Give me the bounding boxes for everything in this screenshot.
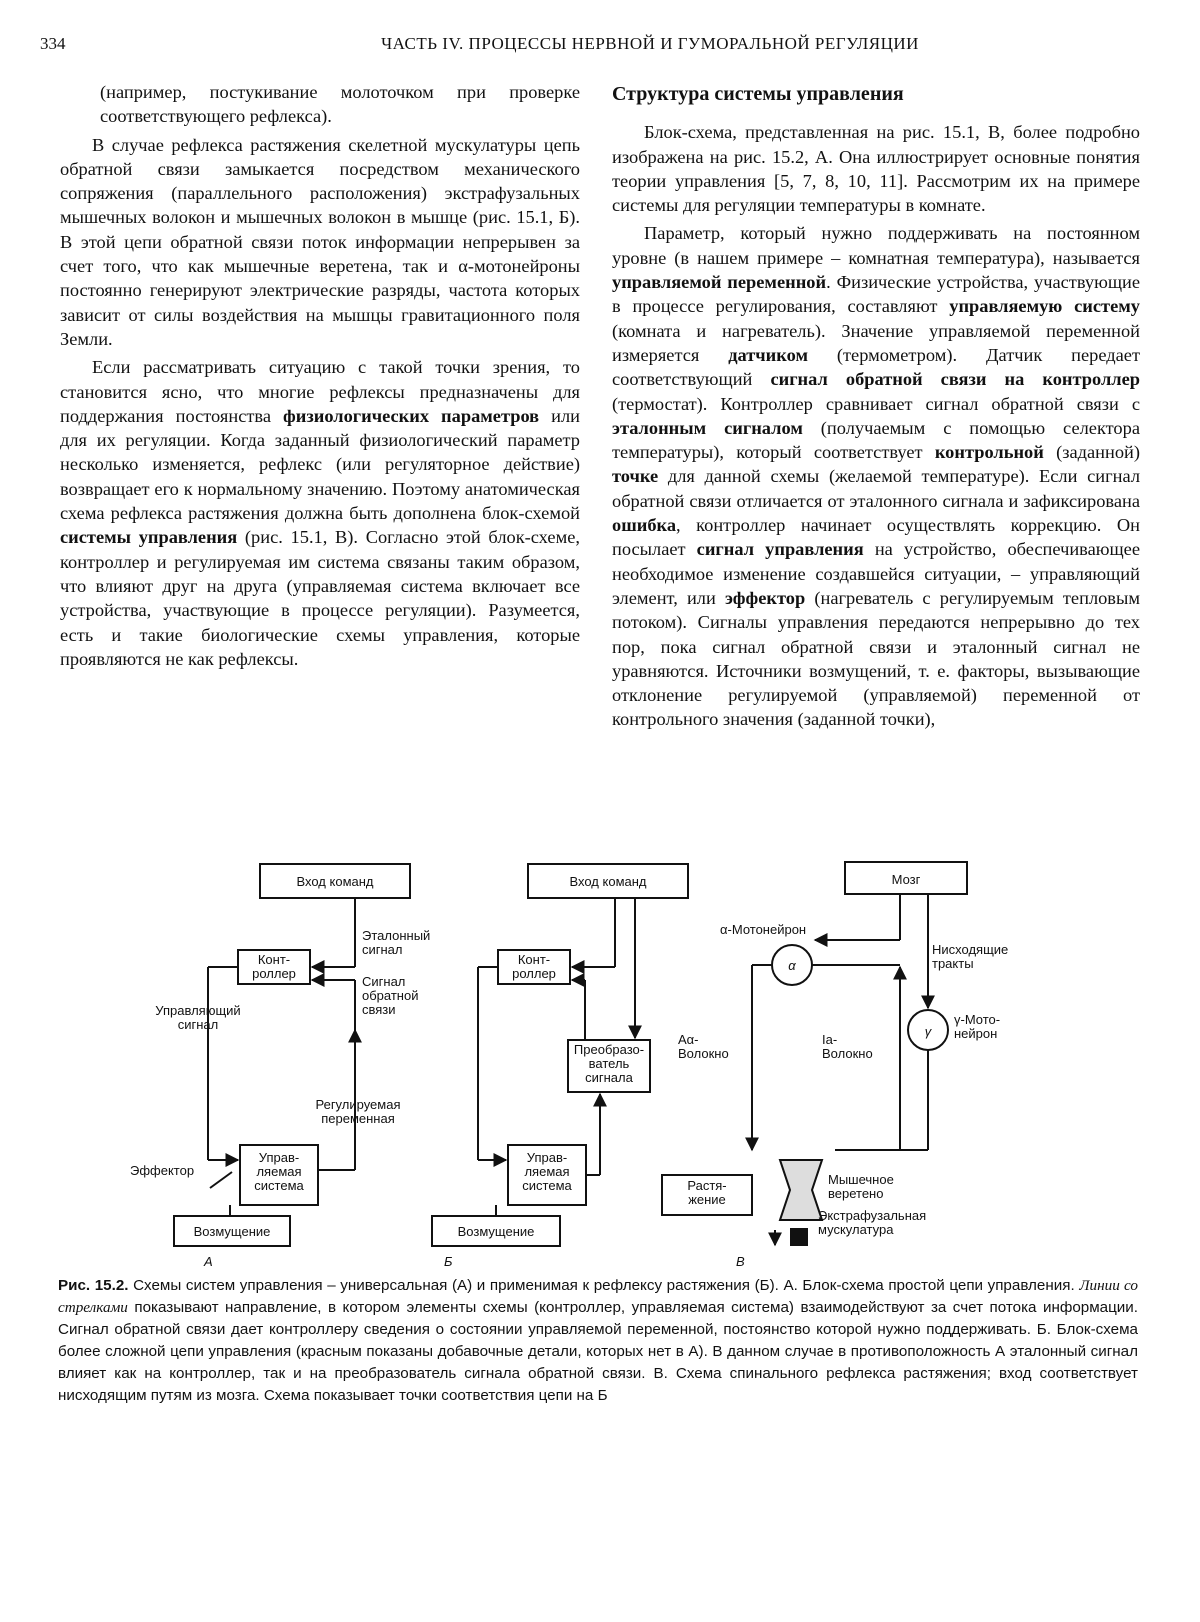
term: управляемой переменной — [612, 272, 827, 293]
term: эталонным сигналом — [612, 417, 803, 438]
paragraph — [60, 355, 580, 671]
text-run: для данной схемы (желаемой температуре). Если сигнал обратной связи отличается от эталонного сигнала и зафиксирована — [612, 466, 1140, 511]
left-column — [60, 80, 580, 675]
paragraph — [612, 221, 1140, 731]
text-run: Параметр, который нужно поддерживать на постоянном уровне (в нашем примере – комнатная температура), называется — [612, 223, 1140, 268]
c-ia-fiber-label: Ia-Волокно — [822, 1032, 873, 1061]
text-run: (комната и нагреватель). Значение управляемой переменной измеряется — [612, 320, 1140, 365]
caption-emphasis: Линии со стрелками — [58, 1277, 1138, 1316]
c-brain-label: Мозг — [891, 872, 921, 887]
b-transducer-label: Преобразо-ватель сигнала — [573, 1042, 645, 1085]
term: ошибка — [612, 515, 677, 536]
c-descending-label: Нисходящие тракты — [932, 942, 1009, 971]
figure-caption — [58, 1275, 1138, 1407]
caption-label: Рис. 15.2. — [58, 1277, 129, 1294]
text-run: или для их регуляции. Когда заданный физиологический параметр несколько изменяется, рефлекс (или регуляторное действие) возвращает его к нормальному значению. Поэтому анатомическая схема рефлекса растяжения должна быть дополнена блок-схемой — [60, 405, 580, 524]
c-spindle-label: Мышечное веретено — [828, 1172, 894, 1201]
c-alpha-label: α-Мотонейрон — [720, 922, 807, 937]
c-letter: В — [736, 1254, 745, 1269]
a-effector-tick — [210, 1172, 232, 1188]
a-system-label: Управ-ляемая система — [254, 1150, 304, 1193]
term: физиологических параметров — [283, 405, 540, 426]
a-feedback-label: Сигнал обратной связи — [362, 974, 419, 1017]
b-disturbance-label: Возмущение — [457, 1224, 535, 1239]
term: системы управления — [60, 527, 238, 548]
caption-text: Схемы систем управления – универсальная (А) и применимая к рефлексу растяжения (Б). А. Блок-схема простой цепи управления. — [128, 1277, 1080, 1294]
term: контрольной — [934, 442, 1044, 463]
paragraph: В случае рефлекса растяжения скелетной мускулатуры цепь обратной связи замыкается посредством механического сопряжения (параллельного расположения) экстрафузальных мышечных волокон и мышечных волокон в мышце (рис. 15.1, Б). В этой цепи обратной связи поток информации непрерывен за счет того, что как мышечные веретена, так и α-мотонейроны постоянно генерируют электрические разряды, частота которых зависит от силы воздействия на мышцы гравитационного поля Земли. — [60, 134, 580, 349]
figure-15-2 — [110, 860, 1110, 1270]
text-run: Если рассматривать ситуацию с такой точки зрения, то становится ясно, что многие рефлексы предназначены для поддержания постоянства — [60, 357, 580, 426]
c-stretch-label: Растя-жение — [687, 1178, 727, 1207]
c-extrafusal-block — [790, 1228, 808, 1246]
text-run: (нагреватель с регулируемым тепловым потоком). Сигналы управления передаются непрерывно до тех пор, пока сигнал обратной связи и эталонный сигнал не уравняются. Источники возмущений, т. е. факторы, вызывающие отклонение регулируемой (управляемой) переменной от контрольного значения (заданной точки), — [612, 587, 1140, 730]
a-controller-label: Конт-роллер — [252, 952, 296, 981]
a-effector-label: Эффектор — [130, 1163, 195, 1178]
text-run: (получаемым с помощью селектора температуры), который соответствует — [612, 417, 1140, 463]
a-reference-label: Эталонный сигнал — [362, 928, 431, 957]
text-run: , контроллер начинает осуществлять коррекцию. Он посылает — [612, 515, 1140, 560]
text-run: . Физические устройства, участвующие в процессе регулирования, составляют — [612, 272, 1140, 317]
running-title: ЧАСТЬ IV. ПРОЦЕССЫ НЕРВНОЙ И ГУМОРАЛЬНОЙ РЕГУЛЯЦИИ — [381, 34, 919, 53]
figure-svg — [110, 860, 1110, 1270]
c-aa-fiber-label: Aα-Волокно — [678, 1032, 729, 1061]
c-alpha-symbol: α — [788, 958, 796, 973]
term: сигнал управления — [696, 539, 864, 560]
text-run: (термостат). Контроллер сравнивает сигнал обратной связи с — [612, 393, 1140, 414]
page-number: 334 — [40, 34, 66, 53]
c-gamma-symbol: γ — [924, 1024, 932, 1039]
page-header — [40, 34, 1160, 62]
caption-text: показывают направление, в котором элементы схемы (контроллер, управляемая система) взаимодействуют за счет потока информации. Сигнал обратной связи дает контроллеру сведения о состоянии управляемой переменной, постоянство которой нужно поддерживать. Б. Блок-схема более сложной цепи управления (красным показаны добавочные детали, которых нет в А). В данном случае в противоположность А эталонный сигнал влияет как на контроллер, так и на преобразователь сигнала обратной связи. В. Схема спинального рефлекса растяжения; вход соответствует нисходящим путям из мозга. Схема показывает точки соответствия цепи на Б — [58, 1299, 1138, 1404]
a-input-label: Вход команд — [296, 874, 374, 889]
b-system-label: Управ-ляемая система — [522, 1150, 572, 1193]
text-run: (заданной) — [1043, 442, 1141, 463]
right-column — [612, 80, 1140, 736]
b-controller-label: Конт-роллер — [512, 952, 556, 981]
term: датчиком — [728, 344, 808, 365]
section-heading: Структура системы управления — [612, 83, 904, 105]
paragraph: Блок-схема, представленная на рис. 15.1, В, более подробно изображена на рис. 15.2, А. Она иллюстрирует основные понятия теории управления [5, 7, 8, 10, 11]. Рассмотрим их на примере системы для регуляции температуры в комнате. — [612, 122, 1140, 216]
text-run: на устройство, обеспечивающее необходимое изменение создавшейся ситуации, – управляющий элемент, или — [612, 539, 1140, 608]
a-regulated-label: Регулируемая переменная — [315, 1097, 401, 1126]
b-input-label: Вход команд — [569, 874, 647, 889]
a-letter: А — [204, 1254, 213, 1269]
term: сигнал обратной связи на контроллер — [770, 369, 1140, 390]
term: управляемую систему — [949, 296, 1140, 317]
a-control-signal-label: Управляющий сигнал — [155, 1003, 241, 1032]
term: точке — [612, 466, 659, 487]
a-disturbance-label: Возмущение — [193, 1224, 271, 1239]
text-run: (рис. 15.1, В). Согласно этой блок-схеме, контроллер и регулируемая им система связаны таким образом, что влияют друг на друга (управляемая система включает все устройства, участвующие в процессе регуляции). Разумеется, есть и такие биологические схемы управления, которые проявляются не как рефлексы. — [60, 527, 580, 669]
c-muscle-spindle — [780, 1160, 822, 1220]
b-letter: Б — [444, 1254, 453, 1269]
term: эффектор — [724, 587, 806, 608]
c-gamma-label: γ-Мото-нейрон — [954, 1012, 1001, 1041]
paragraph: (например, постукивание молоточком при проверке соответствующего рефлекса). — [100, 82, 580, 127]
text-run: (термометром). Датчик передает соответствующий — [612, 344, 1140, 390]
c-extrafusal-label: Экстрафузальная мускулатура — [818, 1208, 927, 1237]
